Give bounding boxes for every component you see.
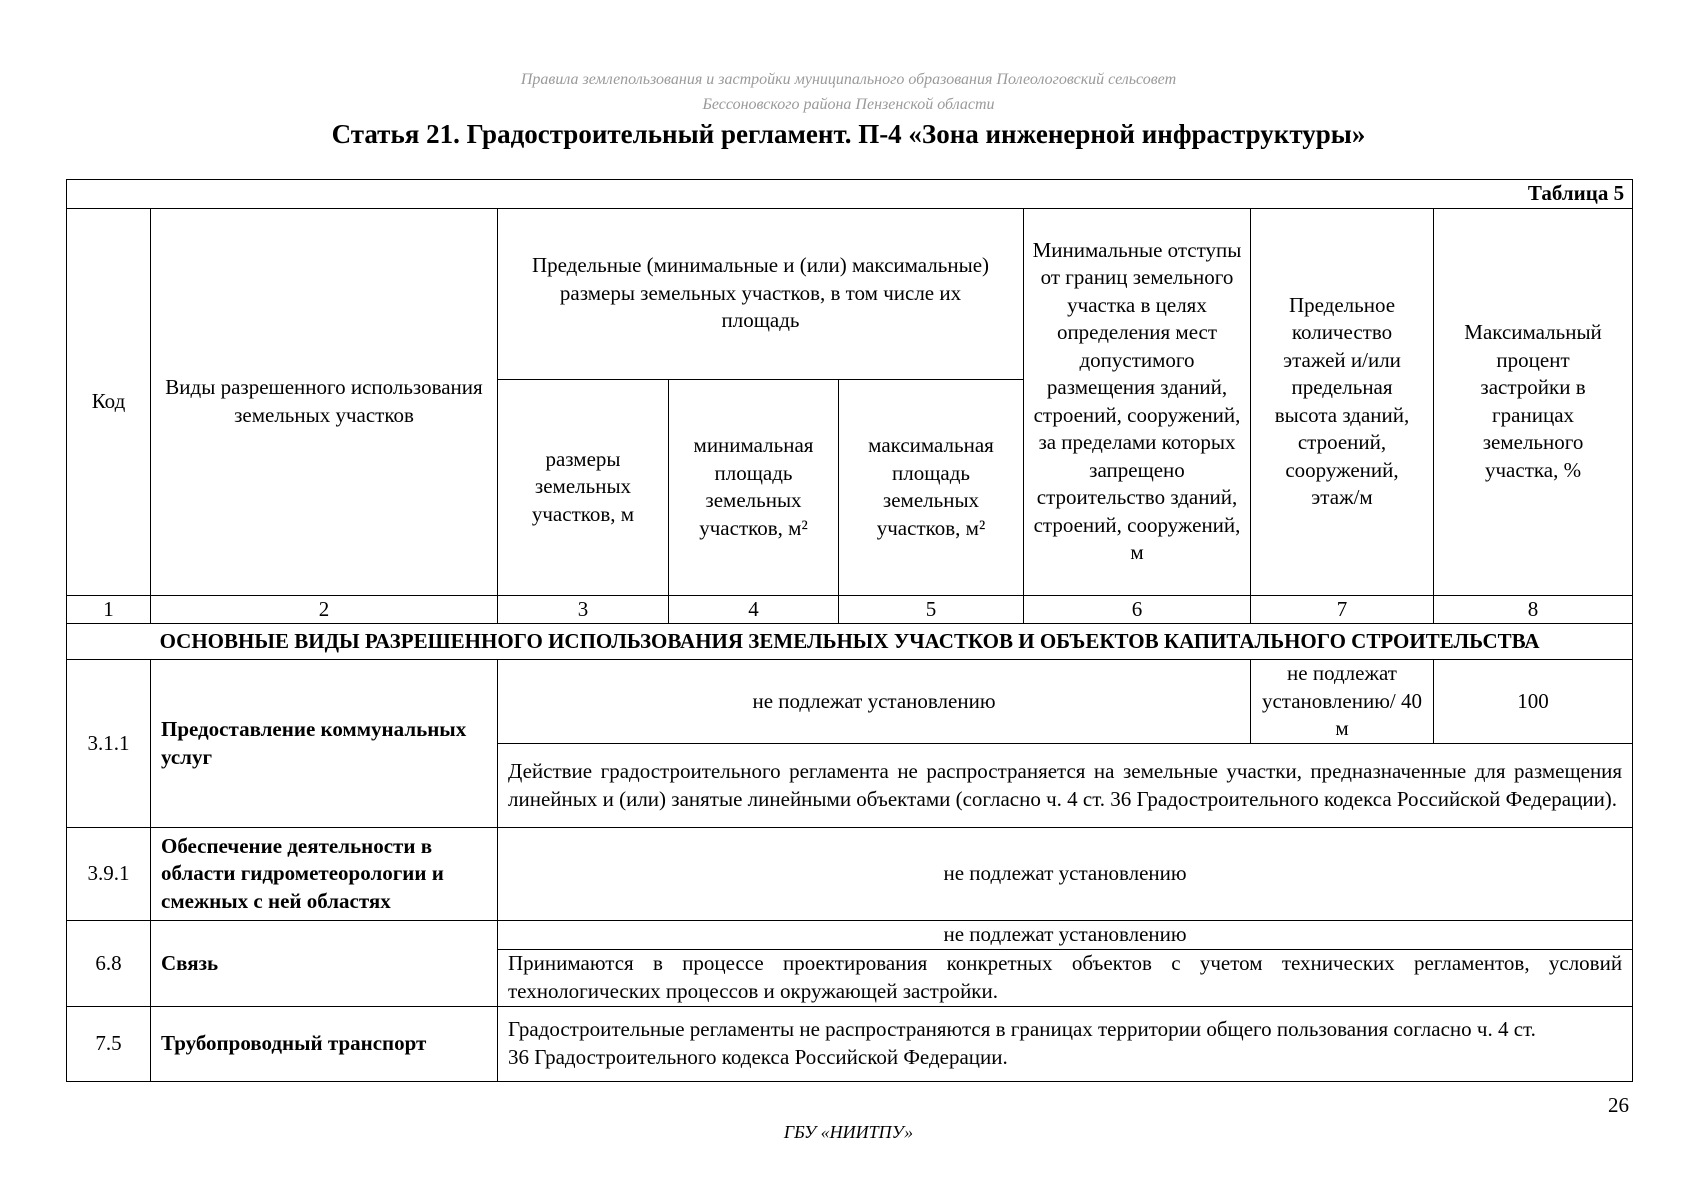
column-number: 2 (151, 595, 498, 624)
row-params: не подлежат установлению (498, 921, 1633, 950)
row-code: 3.1.1 (67, 660, 151, 828)
row-note: Принимаются в процессе проектирования конкретных объектов с учетом технических регламентов, условий технологических процессов и окружающей застройки. (498, 949, 1633, 1006)
page-number: 26 (1608, 1093, 1629, 1117)
running-header-line-1: Правила землепользования и застройки муниципального образования Полеологовский сельсовет (520, 71, 1177, 88)
row-floors: не подлежат установлению/ 40 м (1251, 660, 1434, 744)
header-max-area: максимальная площадь земельных участков, м² (839, 379, 1024, 595)
row-params: не подлежат установлению (498, 828, 1633, 921)
header-limit-sizes: Предельные (минимальные и (или) максимальные) размеры земельных участков, в том числе их площадь (498, 208, 1024, 379)
row-note: Действие градостроительного регламента не распространяется на земельные участки, предназначенные для размещения линейных и (или) занятые линейными объектами (согласно ч. 4 ст. 36 Градостроительного кодекса Российской Федерации). (498, 744, 1633, 828)
header-min-area: минимальная площадь земельных участков, м² (669, 379, 839, 595)
row-code: 7.5 (67, 1006, 151, 1081)
row-name: Обеспечение деятельности в области гидрометеорологии и смежных с ней областях (151, 828, 498, 921)
row-code: 6.8 (67, 921, 151, 1007)
header-setbacks: Минимальные отступы от границ земельного участка в целях определения мест допустимого размещения зданий, строений, сооружений, за пределами которых запрещено строительство зданий, строений, сооружений, м (1024, 208, 1251, 595)
header-floors: Предельное количество этажей и/или предельная высота зданий, строений, сооружений, этаж/м (1251, 208, 1434, 595)
row-name: Предоставление коммунальных услуг (151, 660, 498, 828)
section-title: ОСНОВНЫЕ ВИДЫ РАЗРЕШЕННОГО ИСПОЛЬЗОВАНИЯ ЗЕМЕЛЬНЫХ УЧАСТКОВ И ОБЪЕКТОВ КАПИТАЛЬНОГО СТРОИТЕЛЬСТВА (67, 624, 1633, 660)
column-number: 6 (1024, 595, 1251, 624)
column-number: 8 (1434, 595, 1633, 624)
header-code: Код (67, 208, 151, 595)
regulation-table (66, 179, 1633, 1082)
page-title: Статья 21. Градостроительный регламент. П-4 «Зона инженерной инфраструктуры» (331, 119, 1366, 149)
row-coverage: 100 (1434, 660, 1633, 744)
row-name: Трубопроводный транспорт (151, 1006, 498, 1081)
column-number: 7 (1251, 595, 1434, 624)
column-number: 5 (839, 595, 1024, 624)
column-number: 3 (498, 595, 669, 624)
column-number: 4 (669, 595, 839, 624)
running-header-line-2: Бессоновского района Пензенской области (702, 96, 995, 113)
row-note: Градостроительные регламенты не распространяются в границах территории общего пользования согласно ч. 4 ст. 36 Градостроительного кодекса Российской Федерации. (498, 1006, 1633, 1081)
table-caption: Таблица 5 (67, 180, 1633, 209)
header-sizes-m: размеры земельных участков, м (498, 379, 669, 595)
footer-org: ГБУ «НИИТПУ» (783, 1122, 914, 1142)
header-coverage: Максимальный процент застройки в границах земельного участка, % (1434, 208, 1633, 595)
column-number: 1 (67, 595, 151, 624)
row-params: не подлежат установлению (498, 660, 1251, 744)
row-code: 3.9.1 (67, 828, 151, 921)
row-name: Связь (151, 921, 498, 1007)
header-use-types: Виды разрешенного использования земельных участков (151, 208, 498, 595)
